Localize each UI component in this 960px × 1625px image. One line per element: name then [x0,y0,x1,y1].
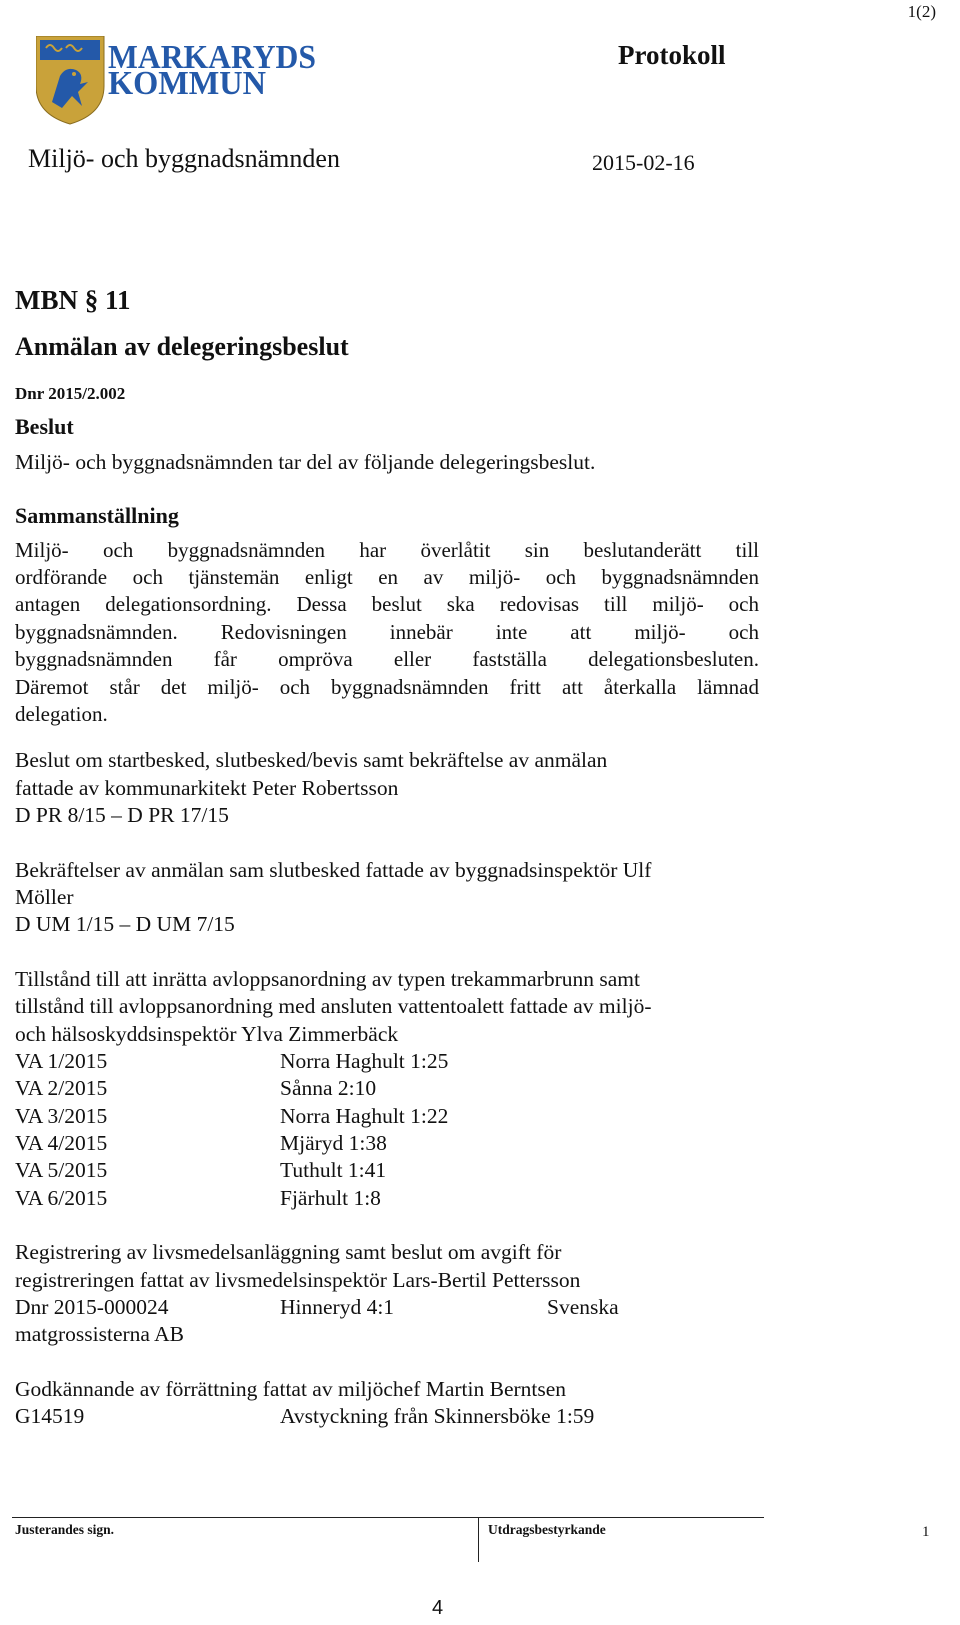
document-type: Protokoll [618,40,726,70]
sammanstallning-line: byggnadsnämnden får ompröva eller fastställa delegationsbesluten. [15,647,759,671]
group4-line: registreringen fattat av livsmedelsinspektör Lars-Bertil Pettersson [15,1268,581,1292]
section-title: Anmälan av delegeringsbeslut [15,332,349,361]
decision-id: VA 5/2015 [15,1158,108,1182]
coat-of-arms-icon [36,36,104,124]
decision-id: VA 3/2015 [15,1104,108,1128]
sammanstallning-line: delegation. [15,702,108,726]
decision-id: G14519 [15,1404,85,1428]
group2-range: D UM 1/15 – D UM 7/15 [15,912,235,936]
decision-id: VA 4/2015 [15,1131,108,1155]
group1-range: D PR 8/15 – D PR 17/15 [15,803,229,827]
page-count: 1(2) [907,2,936,21]
group1-line: Beslut om startbesked, slutbesked/bevis samt bekräftelse av anmälan [15,748,608,772]
property-name: Norra Haghult 1:22 [280,1104,449,1128]
municipality-logo [36,36,326,126]
sammanstallning-line: Däremot står det miljö- och byggnadsnämnden fritt att återkalla lämnad [15,675,759,699]
sammanstallning-line: Miljö- och byggnadsnämnden har överlåtit sin beslutanderätt till [15,538,759,562]
property-name: Hinneryd 4:1 [280,1295,395,1319]
decision-id: VA 2/2015 [15,1076,108,1100]
svg-text:KOMMUN: KOMMUN [108,65,267,102]
case-number: Dnr 2015/2.002 [15,384,126,403]
group4-line: Registrering av livsmedelsanläggning samt beslut om avgift för [15,1240,562,1264]
bottom-page-number: 4 [432,1597,444,1619]
decision-id: Dnr 2015-000024 [15,1295,169,1319]
sammanstallning-line: byggnadsnämnden. Redovisningen innebär inte att miljö- och [15,620,759,644]
property-name: Avstyckning från Skinnersböke 1:59 [280,1404,595,1428]
signature-label: Justerandes sign. [15,1522,115,1537]
company-name: Svenska [547,1295,619,1319]
certification-label: Utdragsbestyrkande [488,1522,606,1537]
document-date: 2015-02-16 [592,150,695,175]
group2-line: Möller [15,885,74,909]
group5-line: Godkännande av förrättning fattat av miljöchef Martin Berntsen [15,1377,567,1401]
property-name: Norra Haghult 1:25 [280,1049,449,1073]
beslut-text: Miljö- och byggnadsnämnden tar del av följande delegeringsbeslut. [15,450,596,474]
page-number: 1 [922,1524,930,1540]
group1-line: fattade av kommunarkitekt Peter Robertsson [15,776,399,800]
sammanstallning-line: ordförande och tjänstemän enligt en av miljö- och byggnadsnämnden [15,565,759,589]
property-name: Fjärhult 1:8 [280,1186,381,1210]
property-name: Tuthult 1:41 [280,1158,387,1182]
property-name: Mjäryd 1:38 [280,1131,387,1155]
group3-line: tillstånd till avloppsanordning med ansluten vattentoalett fattade av miljö- [15,994,652,1018]
beslut-heading: Beslut [15,414,74,439]
group3-line: Tillstånd till att inrätta avloppsanordning av typen trekammarbrunn samt [15,967,640,991]
sammanstallning-line: antagen delegationsordning. Dessa beslut ska redovisas till miljö- och [15,592,759,616]
decision-id: VA 6/2015 [15,1186,108,1210]
section-id: MBN § 11 [15,285,131,315]
company-name-continuation: matgrossisterna AB [15,1322,184,1346]
svg-text:MARKARYDS: MARKARYDS [108,39,316,76]
sammanstallning-heading: Sammanställning [15,503,179,528]
group2-line: Bekräftelser av anmälan sam slutbesked fattade av byggnadsinspektör Ulf [15,858,652,882]
property-name: Sånna 2:10 [280,1076,377,1100]
footer-divider [12,1517,764,1518]
group3-line: och hälsoskyddsinspektör Ylva Zimmerbäck [15,1022,399,1046]
footer-column-divider [478,1518,479,1562]
decision-id: VA 1/2015 [15,1049,108,1073]
organization-name: Miljö- och byggnadsnämnden [28,144,340,173]
